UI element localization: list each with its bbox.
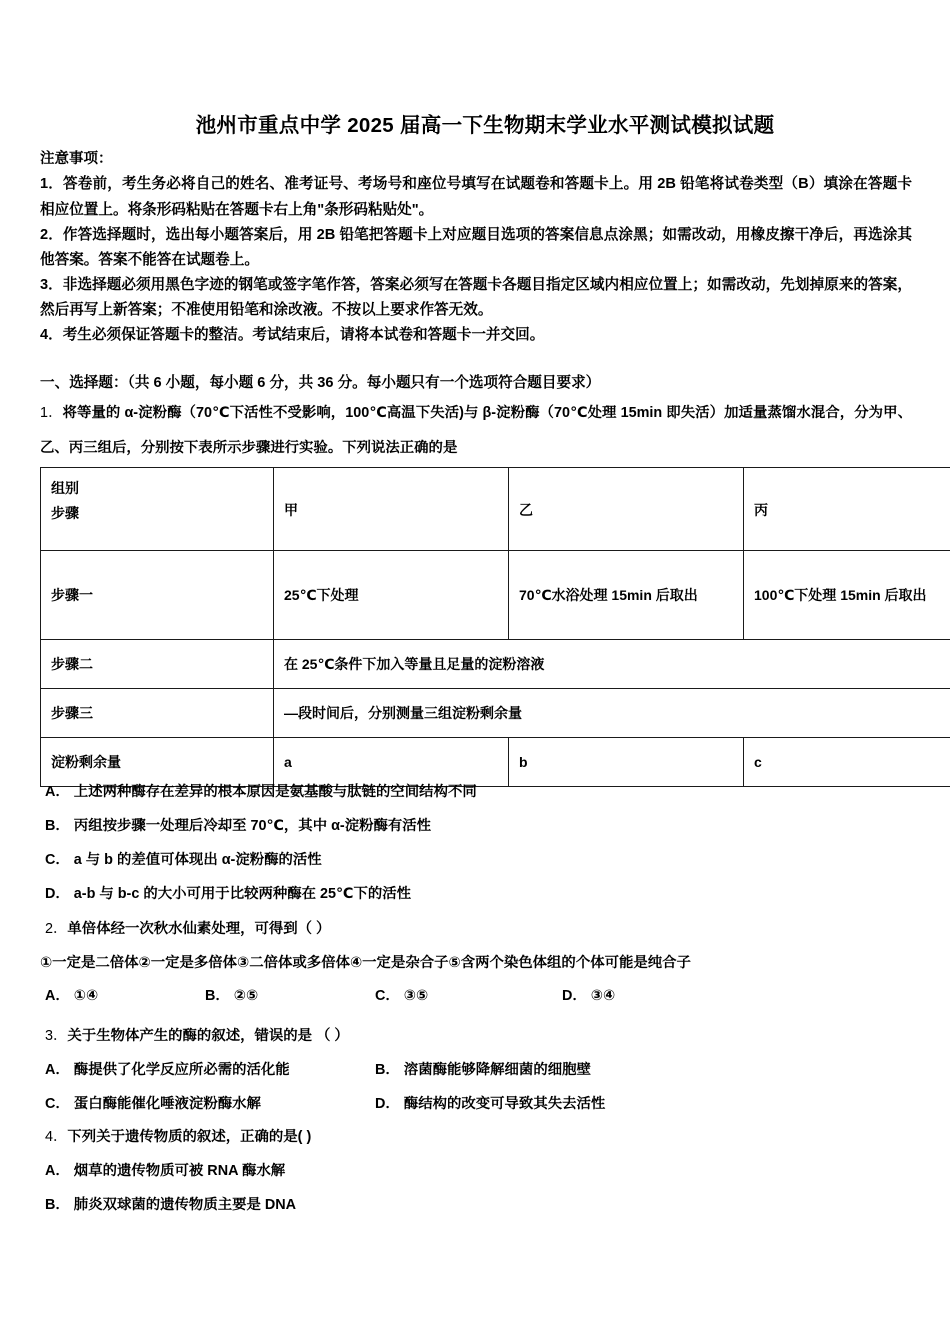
option-label-b: B． (205, 988, 230, 1004)
cell-step1-jia: 25℃下处理 (274, 551, 509, 640)
option-text-c: 蛋白酶能催化唾液淀粉酶水解 (73, 1096, 261, 1112)
option-label-b: B． (45, 1197, 70, 1213)
option-text-b: ②⑤ (233, 988, 259, 1004)
option-text-d: a-b 与 b-c 的大小可用于比较两种酶在 25℃下的活性 (73, 886, 412, 902)
option-text-b: 丙组按步骤一处理后冷却至 70℃，其中 α-淀粉酶有活性 (73, 818, 432, 834)
cell-starch-c: c (744, 738, 950, 787)
question-1-option-d[interactable] (45, 884, 411, 906)
option-label-c: C． (45, 852, 70, 868)
option-label-c: C． (45, 1096, 70, 1112)
question-2-stem (45, 919, 330, 941)
option-label-b: B． (375, 1062, 400, 1078)
option-text-b: 溶菌酶能够降解细菌的细胞壁 (403, 1062, 591, 1078)
option-text-d: ③④ (590, 988, 616, 1004)
option-text-a: 上述两种酶存在差异的根本原因是氨基酸与肽链的空间结构不同 (73, 784, 477, 800)
table-row-step-2 (41, 640, 950, 689)
question-3-stem (45, 1026, 349, 1048)
question-3-option-a[interactable] (45, 1060, 290, 1082)
option-label-c: C． (375, 988, 400, 1004)
page-title: 池州市重点中学 2025 届高一下生物期末学业水平测试模拟试题 (195, 114, 775, 137)
notice-item-4: 4．考生必须保证答题卡的整洁。考试结束后，请将本试卷和答题卡一并交回。 (40, 327, 545, 344)
option-label-a: A． (45, 1062, 70, 1078)
question-1-stem (40, 396, 912, 467)
row-label-step-2: 步骤二 (41, 640, 274, 689)
question-1-option-c[interactable] (45, 850, 322, 872)
option-text-a: ①④ (73, 988, 99, 1004)
question-4-number: 4． (45, 1129, 68, 1145)
table-row-step-3 (41, 689, 950, 738)
corner-bottom-label: 步骤 (51, 504, 79, 521)
option-label-a: A． (45, 988, 70, 1004)
question-3-number: 3． (45, 1028, 68, 1044)
corner-top-label: 组别 (51, 480, 79, 496)
question-4-option-a[interactable] (45, 1161, 285, 1183)
row-label-step-3: 步骤三 (41, 689, 274, 738)
question-4-text: 下列关于遗传物质的叙述，正确的是( ) (67, 1129, 312, 1145)
experiment-table (40, 467, 950, 787)
question-1-option-b[interactable] (45, 816, 431, 838)
question-3-option-b[interactable] (375, 1060, 591, 1082)
question-2-option-a[interactable] (45, 986, 98, 1008)
option-text-c: ③⑤ (403, 988, 429, 1004)
question-2-text: 单倍体经一次秋水仙素处理，可得到（ ） (67, 921, 331, 937)
table-row-header (41, 468, 950, 551)
question-2-subitems: ①一定是二倍体②一定是多倍体③二倍体或多倍体④一定是杂合子⑤含两个染色体组的个体可能是纯合子 (40, 955, 691, 971)
question-2-option-b[interactable] (205, 986, 258, 1008)
cell-step3-span: —段时间后，分别测量三组淀粉剩余量 (274, 689, 950, 738)
question-2-number: 2． (45, 921, 68, 937)
option-label-d: D． (562, 988, 587, 1004)
option-label-d: D． (45, 886, 70, 902)
table-col-header-jia: 甲 (274, 468, 509, 551)
question-3-text: 关于生物体产生的酶的叙述，错误的是 （ ） (67, 1028, 349, 1044)
row-label-starch-remaining: 淀粉剩余量 (41, 738, 274, 787)
notice-heading: 注意事项： (40, 151, 113, 167)
question-4-option-b[interactable] (45, 1195, 296, 1217)
row-label-step-1: 步骤一 (41, 551, 274, 640)
question-1-number: 1． (40, 405, 63, 421)
question-3-option-c[interactable] (45, 1094, 261, 1116)
question-4-stem (45, 1127, 311, 1149)
question-2-option-c[interactable] (375, 986, 428, 1008)
table-col-header-bing: 丙 (744, 468, 950, 551)
notice-section (40, 148, 912, 348)
option-label-d: D． (375, 1096, 400, 1112)
question-2-option-d[interactable] (562, 986, 615, 1008)
cell-step1-bing: 100℃下处理 15min 后取出 (744, 551, 950, 640)
question-1-text: 将等量的 α-淀粉酶（70℃下活性不受影响，100℃高温下失活)与 β-淀粉酶（70℃处理 15min 即失活）加适量蒸馏水混合，分为甲、乙、丙三组后，分别按下表所示步骤进行实验。下列说法正确的是 (40, 405, 912, 457)
section-heading-choice: 一、选择题：（共 6 小题，每小题 6 分，共 36 分。每小题只有一个选项符合题目要求） (40, 375, 601, 391)
option-text-a: 烟草的遗传物质可被 RNA 酶水解 (73, 1163, 286, 1179)
option-label-a: A． (45, 784, 70, 800)
notice-item-2: 2．作答选择题时，选出每小题答案后，用 2B 铅笔把答题卡上对应题目选项的答案信息点涂黑；如需改动，用橡皮擦干净后，再选涂其他答案。答案不能答在试题卷上。 (40, 226, 912, 268)
notice-item-1: 1．答卷前，考生务必将自己的姓名、准考证号、考场号和座位号填写在试题卷和答题卡上。用 2B 铅笔将试卷类型（B）填涂在答题卡相应位置上。将条形码粘贴在答题卡右上角"条形码粘贴处"。 (40, 176, 912, 218)
option-text-d: 酶结构的改变可导致其失去活性 (403, 1096, 606, 1112)
question-3-option-d[interactable] (375, 1094, 605, 1116)
option-label-b: B． (45, 818, 70, 834)
table-row-starch-remaining (41, 738, 950, 787)
table-row-step-1 (41, 551, 950, 640)
cell-starch-b: b (509, 738, 744, 787)
option-text-b: 肺炎双球菌的遗传物质主要是 DNA (73, 1197, 297, 1213)
question-1-option-a[interactable] (45, 782, 477, 804)
cell-step1-yi: 70℃水浴处理 15min 后取出 (509, 551, 744, 640)
cell-starch-a: a (274, 738, 509, 787)
option-label-a: A． (45, 1163, 70, 1179)
table-corner-cell (41, 468, 274, 551)
cell-step2-span: 在 25℃条件下加入等量且足量的淀粉溶液 (274, 640, 950, 689)
option-text-a: 酶提供了化学反应所必需的活化能 (73, 1062, 290, 1078)
option-text-c: a 与 b 的差值可体现出 α-淀粉酶的活性 (73, 852, 322, 868)
table-col-header-yi: 乙 (509, 468, 744, 551)
notice-item-3: 3．非选择题必须用黑色字迹的钢笔或签字笔作答，答案必须写在答题卡各题目指定区域内相应位置上；如需改动，先划掉原来的答案，然后再写上新答案；不准使用铅笔和涂改液。不按以上要求作答无效。 (40, 276, 912, 318)
